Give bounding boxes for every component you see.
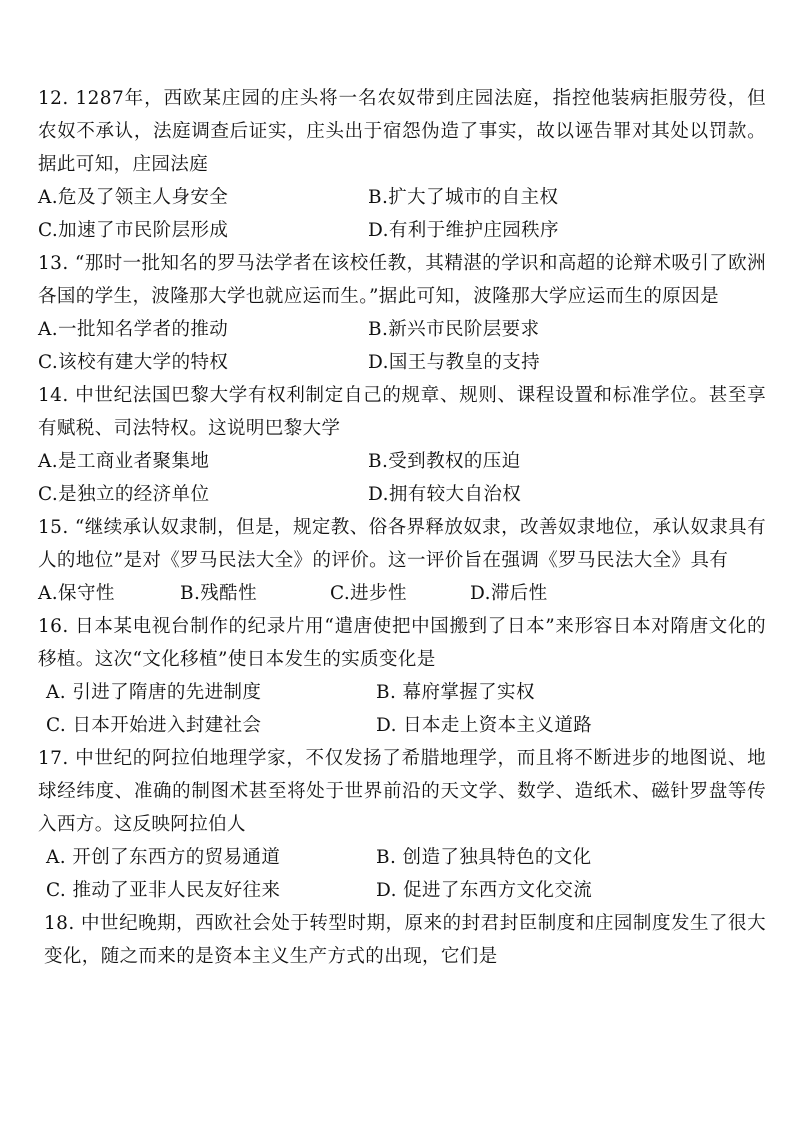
option-b: B.新兴市民阶层要求: [368, 319, 540, 340]
question-stem: 17. 中世纪的阿拉伯地理学家，不仅发扬了希腊地理学，而且将不断进步的地图说、地球经纬度、准确的制图术甚至将处于世界前沿的天文学、数学、造纸术、磁针罗盘等传入西方。这反映阿拉伯人: [38, 748, 766, 835]
option-c: C.加速了市民阶层形成: [38, 220, 229, 241]
question-14: [38, 379, 766, 511]
question-stem: 18. 中世纪晚期，西欧社会处于转型时期，原来的封君封臣制度和庄园制度发生了很大变化，随之而来的是资本主义生产方式的出现，它们是: [44, 913, 766, 967]
question-13: [38, 247, 766, 379]
option-a: A.危及了领主人身安全: [38, 187, 229, 208]
question-15: [38, 511, 766, 610]
option-b: B. 创造了独具特色的文化: [376, 847, 592, 868]
option-a: A. 开创了东西方的贸易通道: [46, 847, 281, 868]
option-list: [38, 181, 766, 247]
question-stem: 13. “那时一批知名的罗马法学者在该校任教，其精湛的学识和高超的论辩术吸引了欧洲各国的学生，波隆那大学也就应运而生。”据此可知，波隆那大学应运而生的原因是: [38, 253, 766, 307]
option-list: [38, 577, 766, 610]
option-c: C. 日本开始进入封建社会: [46, 715, 262, 736]
question-17: [38, 742, 766, 907]
option-list: [38, 445, 766, 511]
option-d: D.有利于维护庄园秩序: [368, 220, 559, 241]
question-18: [38, 907, 766, 973]
option-c: C.是独立的经济单位: [38, 484, 210, 505]
option-b: B.残酷性: [180, 583, 257, 604]
option-b: B. 幕府掌握了实权: [376, 682, 535, 703]
option-d: D.拥有较大自治权: [368, 484, 522, 505]
option-b: B.扩大了城市的自主权: [368, 187, 559, 208]
option-list: [38, 313, 766, 379]
option-d: D. 日本走上资本主义道路: [376, 715, 593, 736]
question-stem: 12. 1287年，西欧某庄园的庄头将一名农奴带到庄园法庭，指控他装病拒服劳役，但农奴不承认，法庭调查后证实，庄头出于宿怨伪造了事实，故以诬告罪对其处以罚款。据此可知，庄园法庭: [38, 88, 766, 175]
option-a: A. 引进了隋唐的先进制度: [46, 682, 262, 703]
option-a: A.一批知名学者的推动: [38, 319, 229, 340]
option-d: D. 促进了东西方文化交流: [376, 880, 593, 901]
question-12: [38, 82, 766, 247]
option-a: A.是工商业者聚集地: [38, 451, 210, 472]
question-stem: 15. “继续承认奴隶制，但是，规定教、俗各界释放奴隶，改善奴隶地位，承认奴隶具有人的地位”是对《罗马民法大全》的评价。这一评价旨在强调《罗马民法大全》具有: [38, 517, 766, 571]
question-stem: 16. 日本某电视台制作的纪录片用“遣唐使把中国搬到了日本”来形容日本对隋唐文化的移植。这次“文化移植”使日本发生的实质变化是: [38, 616, 766, 670]
option-c: C. 推动了亚非人民友好往来: [46, 880, 281, 901]
option-d: D.滞后性: [470, 583, 548, 604]
option-a: A.保守性: [38, 583, 115, 604]
question-stem: 14. 中世纪法国巴黎大学有权利制定自己的规章、规则、课程设置和标准学位。甚至享有赋税、司法特权。这说明巴黎大学: [38, 385, 766, 439]
option-c: C.该校有建大学的特权: [38, 352, 229, 373]
option-c: C.进步性: [330, 583, 407, 604]
option-d: D.国王与教皇的支持: [368, 352, 541, 373]
option-list: [38, 841, 766, 907]
question-16: [38, 610, 766, 742]
option-list: [38, 676, 766, 742]
option-b: B.受到教权的压迫: [368, 451, 521, 472]
